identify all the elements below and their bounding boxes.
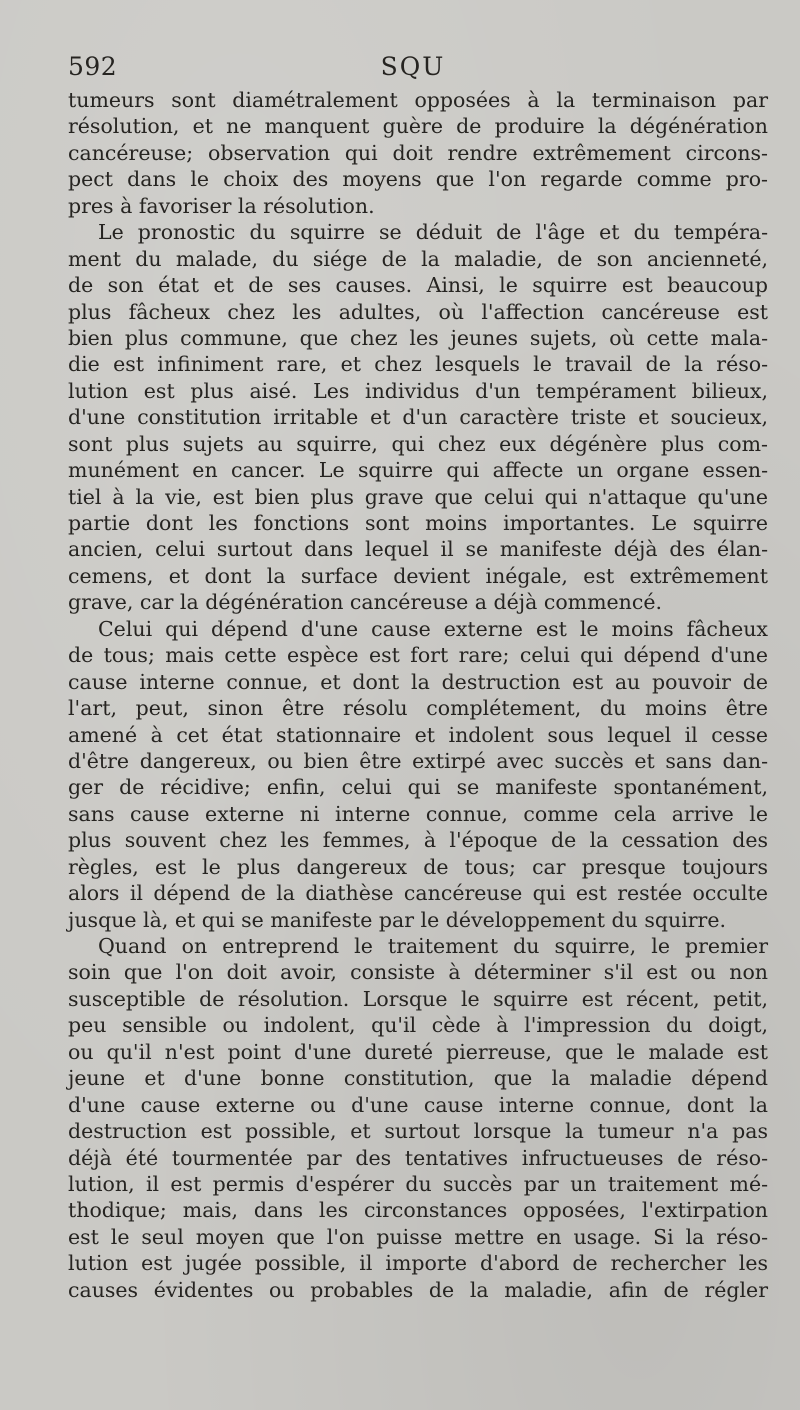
text-line: amené à cet état stationnaire et indolent sous lequel il cesse xyxy=(68,722,768,747)
page-header xyxy=(68,52,758,86)
text-line: l'art, peut, sinon être résolu complétement, du moins être xyxy=(68,696,768,721)
text-line: de tous; mais cette espèce est fort rare; celui qui dépend d'une xyxy=(68,643,768,668)
text-line: susceptible de résolution. Lorsque le squirre est récent, petit, xyxy=(68,986,768,1011)
text-line: alors il dépend de la diathèse cancéreuse qui est restée occulte xyxy=(68,881,768,906)
text-line: de son état et de ses causes. Ainsi, le squirre est beaucoup xyxy=(68,273,768,298)
text-line: soin que l'on doit avoir, consiste à déterminer s'il est ou non xyxy=(68,960,768,985)
text-line: plus souvent chez les femmes, à l'époque de la cessation des xyxy=(68,828,768,853)
text-line: pect dans le choix des moyens que l'on regarde comme pro- xyxy=(68,167,768,192)
text-line: cause interne connue, et dont la destruction est au pouvoir de xyxy=(68,669,768,694)
text-line: règles, est le plus dangereux de tous; car presque toujours xyxy=(68,854,768,879)
text-line: ger de récidive; enfin, celui qui se manifeste spontanément, xyxy=(68,775,768,800)
text-line: ment du malade, du siége de la maladie, de son ancienneté, xyxy=(68,246,768,271)
text-line: Quand on entreprend le traitement du squirre, le premier xyxy=(98,934,768,958)
text-line: grave, car la dégénération cancéreuse a déjà commencé. xyxy=(68,590,662,615)
text-line: déjà été tourmentée par des tentatives infructueuses de réso- xyxy=(68,1145,768,1170)
text-line: d'être dangereux, ou bien être extirpé avec succès et sans dan- xyxy=(68,748,768,773)
text-line: est le seul moyen que l'on puisse mettre en usage. Si la réso- xyxy=(68,1224,768,1249)
text-line: lution, il est permis d'espérer du succès par un traitement mé- xyxy=(68,1171,768,1196)
text-line: lution est jugée possible, il importe d'abord de rechercher les xyxy=(68,1251,768,1276)
text-line: résolution, et ne manquent guère de produire la dégénération xyxy=(68,114,768,139)
text-line: pres à favoriser la résolution. xyxy=(68,193,375,218)
text-line: tumeurs sont diamétralement opposées à la terminaison par xyxy=(68,88,768,112)
text-line: peu sensible ou indolent, qu'il cède à l'impression du doigt, xyxy=(68,1013,768,1038)
text-line: cemens, et dont la surface devient inégale, est extrêmement xyxy=(68,563,768,588)
text-line: partie dont les fonctions sont moins importantes. Le squirre xyxy=(68,511,768,535)
text-line: lution est plus aisé. Les individus d'un tempérament bilieux, xyxy=(68,378,768,403)
text-line: cancéreuse; observation qui doit rendre extrêmement circons- xyxy=(68,140,768,165)
text-line: Celui qui dépend d'une cause externe est le moins fâcheux xyxy=(98,616,768,641)
text-line: sans cause externe ni interne connue, comme cela arrive le xyxy=(68,801,768,826)
text-line: d'une constitution irritable et d'un caractère triste et soucieux, xyxy=(68,405,768,430)
running-head: SQU xyxy=(380,52,446,81)
text-line: jeune et d'une bonne constitution, que la maladie dépend xyxy=(68,1066,768,1091)
text-line: causes évidentes ou probables de la maladie, afin de régler xyxy=(68,1277,768,1302)
text-line: d'une cause externe ou d'une cause interne connue, dont la xyxy=(68,1092,768,1117)
body-text xyxy=(68,87,768,1303)
text-line: die est infiniment rare, et chez lesquels le travail de la réso- xyxy=(68,352,768,377)
text-line: destruction est possible, et surtout lorsque la tumeur n'a pas xyxy=(68,1119,768,1144)
text-line: munément en cancer. Le squirre qui affecte un organe essen- xyxy=(68,458,768,483)
text-line: ancien, celui surtout dans lequel il se manifeste déjà des élan- xyxy=(68,537,768,562)
text-line: plus fâcheux chez les adultes, où l'affection cancéreuse est xyxy=(68,299,768,324)
text-line: thodique; mais, dans les circonstances opposées, l'extirpation xyxy=(68,1198,768,1223)
text-line: ou qu'il n'est point d'une dureté pierreuse, que le malade est xyxy=(68,1039,768,1064)
text-line: sont plus sujets au squirre, qui chez eux dégénère plus com- xyxy=(68,431,768,456)
text-line: Le pronostic du squirre se déduit de l'âge et du tempéra- xyxy=(98,220,768,245)
text-line: tiel à la vie, est bien plus grave que celui qui n'attaque qu'une xyxy=(68,484,768,509)
text-line: bien plus commune, que chez les jeunes sujets, où cette mala- xyxy=(68,325,768,350)
page-number: 592 xyxy=(68,52,118,81)
text-line: jusque là, et qui se manifeste par le développement du squirre. xyxy=(68,907,726,932)
